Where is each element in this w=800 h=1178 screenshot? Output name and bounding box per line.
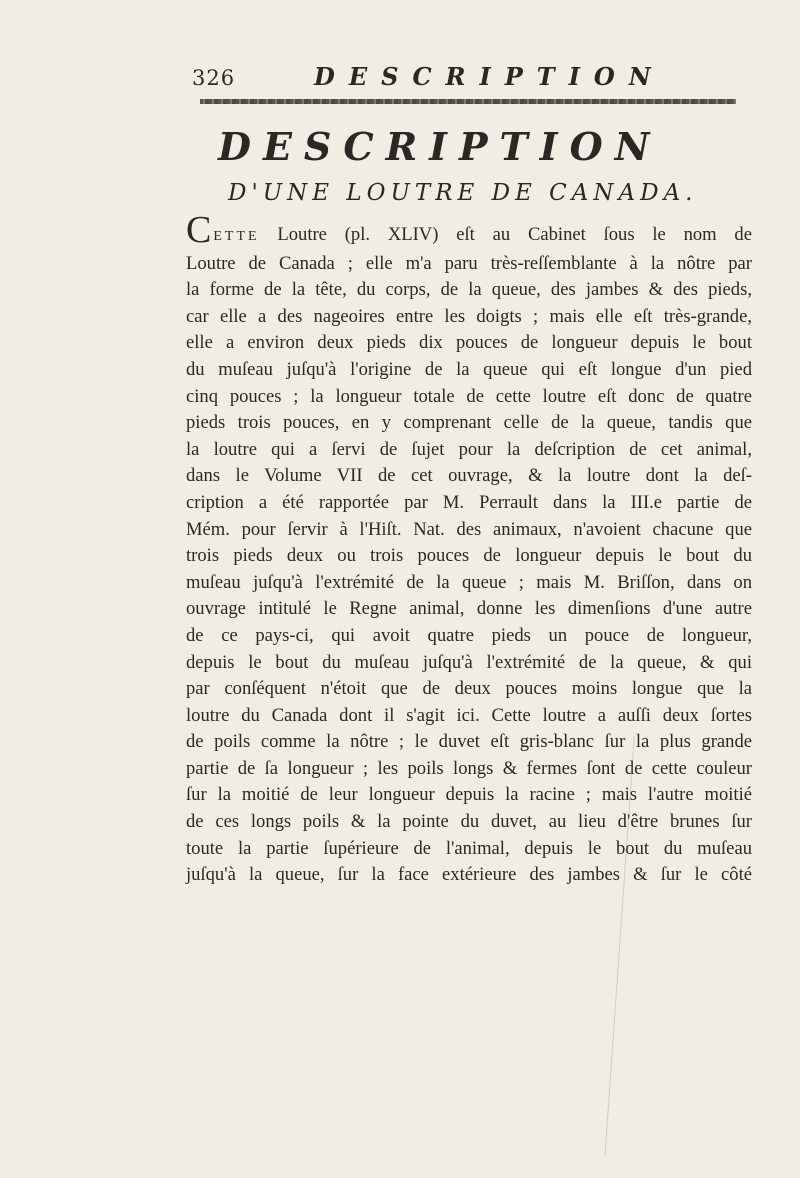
body-line: elle a environ deux pieds dix pouces de longueur depuis le bout: [186, 332, 752, 354]
body-line: de ce pays-ci, qui avoit quatre pieds un pouce de longueur,: [186, 624, 752, 646]
body-line: loutre du Canada dont il s'agit ici. Cette loutre a auſſi deux ſortes: [186, 704, 752, 726]
drop-cap: C: [186, 209, 212, 251]
chapter-title: DESCRIPTION: [218, 124, 662, 169]
body-line-1: [186, 209, 752, 251]
body-line: ouvrage intitulé le Regne animal, donne les dimenſions d'une autre: [186, 598, 752, 620]
body-line: juſqu'à la queue, ſur la face extérieure des jambes & ſur le côté: [186, 864, 752, 886]
body-line: cription a été rapportée par M. Perrault dans la III.e partie de: [186, 491, 752, 513]
body-line: de poils comme la nôtre ; le duvet eſt gris-blanc ſur la plus grande: [186, 731, 752, 753]
running-head: [192, 62, 752, 96]
paper-crease: [605, 736, 775, 1165]
body-line: dans le Volume VII de cet ouvrage, & la loutre dont la deſ-: [186, 465, 752, 487]
body-line: ſur la moitié de leur longueur depuis la racine ; mais l'autre moitié: [186, 784, 752, 806]
body-line: Loutre de Canada ; elle m'a paru très-reſſemblante à la nôtre par: [186, 252, 752, 274]
body-line: la forme de la tête, du corps, de la queue, des jambes & des pieds,: [186, 279, 752, 301]
chapter-subtitle: D'UNE LOUTRE DE CANADA.: [228, 180, 698, 206]
body-line: depuis le bout du muſeau juſqu'à l'extrémité de la queue, & qui: [186, 651, 752, 673]
body-line: car elle a des nageoires entre les doigts ; mais elle eſt très-grande,: [186, 305, 752, 327]
body-line: Mém. pour ſervir à l'Hiſt. Nat. des animaux, n'avoient chacune que: [186, 518, 752, 540]
body-line: du muſeau juſqu'à l'origine de la queue qui eſt longue d'un pied: [186, 358, 752, 380]
body-line-1-text: Loutre (pl. XLIV) eſt au Cabinet ſous le nom de: [277, 224, 752, 245]
page-number: 326: [192, 66, 236, 90]
body-line: cinq pouces ; la longueur totale de cette loutre eſt donc de quatre: [186, 385, 752, 407]
body-line: muſeau juſqu'à l'extrémité de la queue ; mais M. Briſſon, dans on: [186, 571, 752, 593]
body-line: pieds trois pouces, en y comprenant celle de la queue, tandis que: [186, 412, 752, 434]
header-ornamental-rule: [200, 99, 736, 104]
body-line: toute la partie ſupérieure de l'animal, depuis le bout du muſeau: [186, 837, 752, 859]
body-line: la loutre qui a ſervi de ſujet pour la deſcription de cet animal,: [186, 438, 752, 460]
body-line: par conſéquent n'étoit que de deux pouces moins longue que la: [186, 678, 752, 700]
body-line: trois pieds deux ou trois pouces de longueur depuis le bout du: [186, 545, 752, 567]
body-line: partie de ſa longueur ; les poils longs & fermes ſont de cette couleur: [186, 757, 752, 779]
body-line: de ces longs poils & la pointe du duvet, au lieu d'être brunes ſur: [186, 811, 752, 833]
first-word-rest: ETTE: [213, 229, 260, 244]
running-title: DESCRIPTION: [314, 62, 665, 91]
